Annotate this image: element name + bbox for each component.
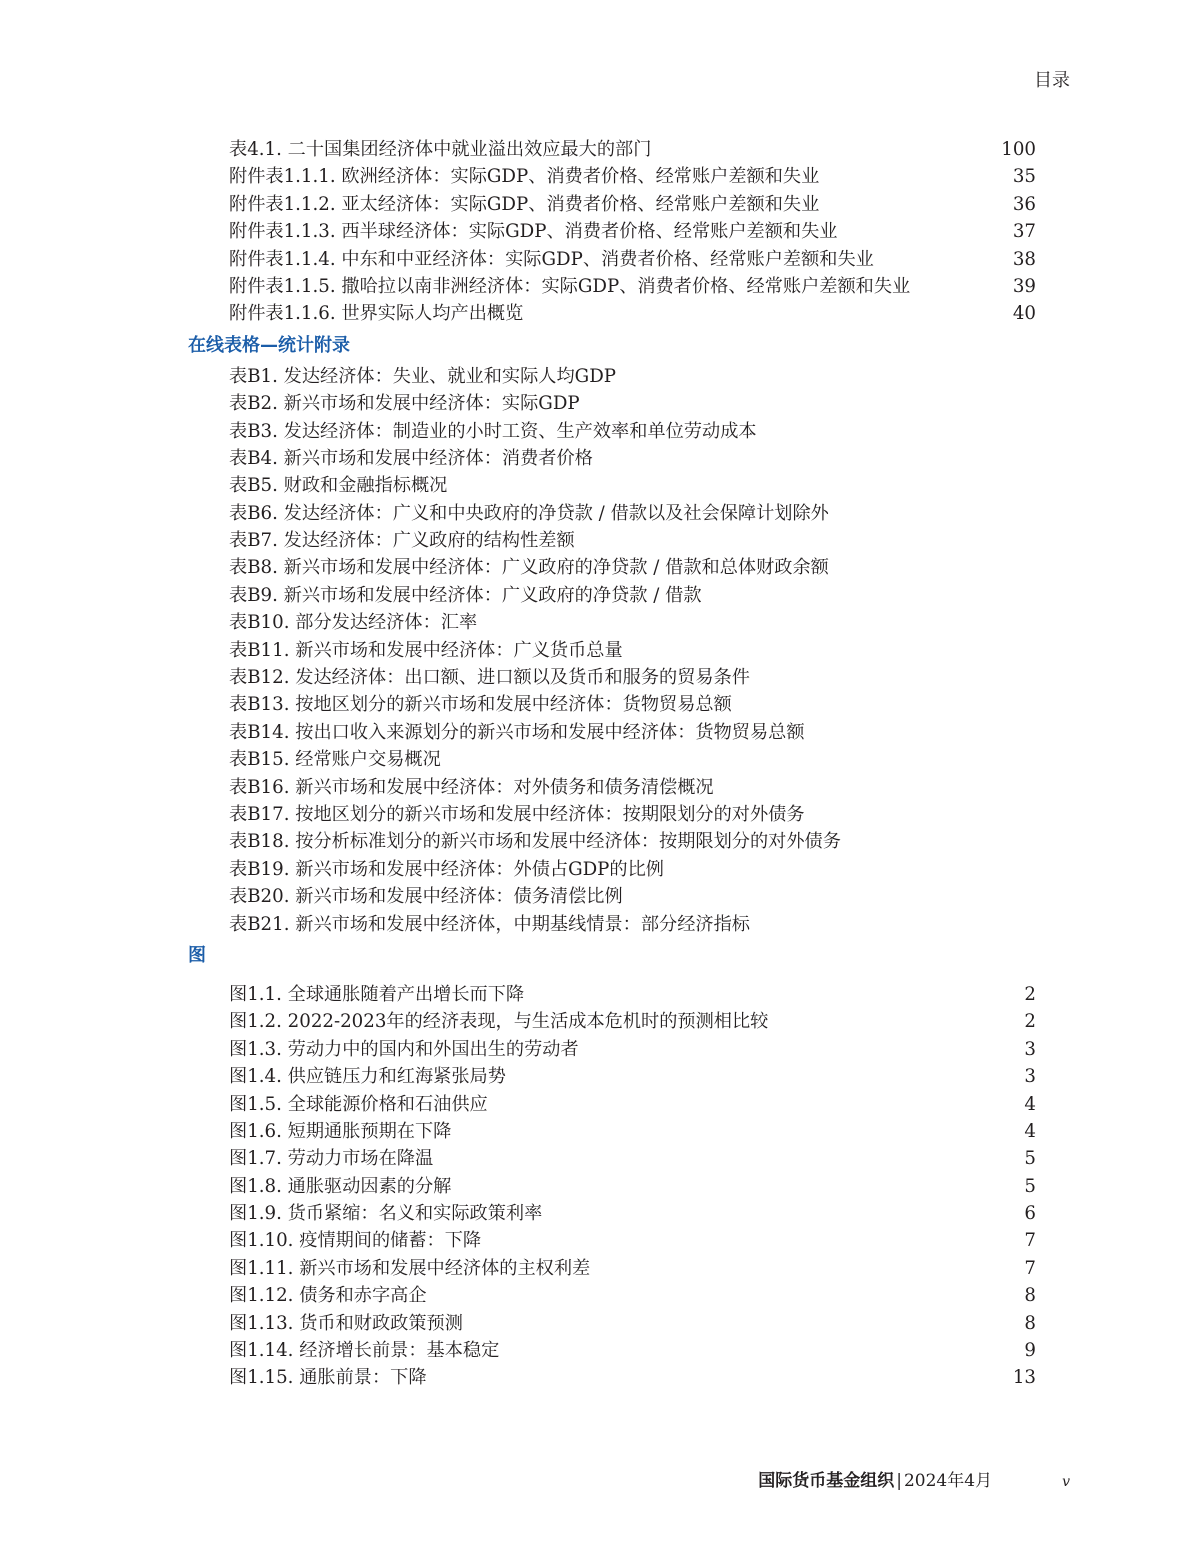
toc-entry[interactable]: [0, 1310, 1200, 1337]
toc-entry-label: 表4.1. 二十国集团经济体中就业溢出效应最大的部门: [229, 139, 652, 160]
toc-entry-label: 表B15. 经常账户交易概况: [229, 749, 441, 771]
toc-entry-page: 8: [1024, 1312, 1036, 1334]
toc-entry-label: 表B6. 发达经济体：广义和中央政府的净贷款 / 借款以及社会保障计划除外: [229, 502, 829, 524]
toc-entry-page: 9: [1024, 1340, 1036, 1362]
page-footer: [758, 1466, 1070, 1491]
toc-entry-page: 6: [1024, 1203, 1036, 1225]
toc-entry[interactable]: [0, 911, 1200, 938]
toc-entry-page: 3: [1024, 1066, 1036, 1088]
toc-entry-page: 2: [1024, 1011, 1036, 1033]
toc-entry-label: 表B13. 按地区划分的新兴市场和发展中经济体：货物贸易总额: [229, 694, 732, 716]
toc-entry-label: 表B14. 按出口收入来源划分的新兴市场和发展中经济体：货物贸易总额: [229, 721, 805, 743]
toc-entry-label: 图1.5. 全球能源价格和石油供应: [229, 1093, 488, 1115]
toc-entry-page: 40: [1012, 303, 1036, 325]
toc-entry-label: 表B1. 发达经济体：失业、就业和实际人均GDP: [229, 365, 617, 387]
toc-entry[interactable]: [0, 1227, 1200, 1254]
toc-entry-label: 表B10. 部分发达经济体：汇率: [229, 612, 478, 634]
toc-entry-label: 表B2. 新兴市场和发展中经济体：实际GDP: [229, 393, 580, 415]
toc-entry[interactable]: [0, 637, 1200, 664]
toc-entry-label: 附件表1.1.2. 亚太经济体：实际GDP、消费者价格、经常账户差额和失业: [229, 193, 820, 215]
toc-entry[interactable]: [0, 609, 1200, 636]
toc-entry[interactable]: [0, 527, 1200, 554]
toc-entry-label: 附件表1.1.1. 欧洲经济体：实际GDP、消费者价格、经常账户差额和失业: [229, 166, 820, 188]
toc-entry-label: 表B17. 按地区划分的新兴市场和发展中经济体：按期限划分的对外债务: [229, 803, 805, 825]
toc-entry-label: 图1.9. 货币紧缩：名义和实际政策利率: [229, 1203, 543, 1225]
toc-entry[interactable]: [0, 418, 1200, 445]
toc-entry-label: 图1.11. 新兴市场和发展中经济体的主权利差: [229, 1257, 591, 1279]
toc-entry-label: 表B20. 新兴市场和发展中经济体：债务清偿比例: [229, 886, 623, 908]
running-header: 目录: [1034, 70, 1070, 91]
toc-entry-label: 表B19. 新兴市场和发展中经济体：外债占GDP的比例: [229, 858, 664, 880]
toc-entry-label: 图1.1. 全球通胀随着产出增长而下降: [229, 983, 525, 1005]
toc-entry-page: 4: [1024, 1120, 1036, 1142]
toc-entry-label: 图1.6. 短期通胀预期在下降: [229, 1120, 452, 1142]
tables-continued-list: [0, 136, 1200, 328]
toc-entry-label: 图1.7. 劳动力市场在降温: [229, 1148, 434, 1170]
toc-entry-page: 3: [1024, 1038, 1036, 1060]
toc-entry-label: 表B21. 新兴市场和发展中经济体，中期基线情景：部分经济指标: [229, 913, 750, 935]
toc-entry[interactable]: [0, 472, 1200, 499]
toc-entry[interactable]: [0, 1337, 1200, 1364]
toc-entry-page: 35: [1012, 166, 1036, 188]
toc-entry[interactable]: [0, 774, 1200, 801]
figures-list: [0, 981, 1200, 1392]
toc-entry-label: 附件表1.1.5. 撒哈拉以南非洲经济体：实际GDP、消费者价格、经常账户差额和失业: [229, 275, 911, 297]
toc-entry-page: 36: [1012, 193, 1036, 215]
toc-entry[interactable]: [0, 719, 1200, 746]
toc-entry-label: 表B3. 发达经济体：制造业的小时工资、生产效率和单位劳动成本: [229, 420, 757, 442]
toc-entry[interactable]: [0, 883, 1200, 910]
page-number: v: [1062, 1474, 1070, 1490]
toc-entry-page: 37: [1012, 221, 1036, 243]
toc-entry[interactable]: [0, 856, 1200, 883]
toc-entry[interactable]: [0, 801, 1200, 828]
footer-organization: 国际货币基金组织: [758, 1471, 895, 1491]
online-tables-heading: 在线表格—统计附录: [188, 334, 350, 356]
toc-entry[interactable]: [0, 981, 1200, 1008]
toc-entry[interactable]: [0, 246, 1200, 273]
toc-entry[interactable]: [0, 691, 1200, 718]
toc-entry[interactable]: [0, 1063, 1200, 1090]
toc-entry-label: 图1.2. 2022-2023年的经济表现，与生活成本危机时的预测相比较: [229, 1011, 769, 1033]
toc-entry-label: 附件表1.1.4. 中东和中亚经济体：实际GDP、消费者价格、经常账户差额和失业: [229, 248, 874, 270]
toc-entry-page: 2: [1024, 983, 1036, 1005]
toc-entry-label: 表B11. 新兴市场和发展中经济体：广义货币总量: [229, 639, 623, 661]
toc-entry[interactable]: [0, 828, 1200, 855]
table-of-contents: [0, 136, 1200, 1392]
toc-entry-label: 图1.3. 劳动力中的国内和外国出生的劳动者: [229, 1038, 579, 1060]
toc-entry[interactable]: [0, 1145, 1200, 1172]
toc-entry-label: 表B16. 新兴市场和发展中经济体：对外债务和债务清偿概况: [229, 776, 714, 798]
toc-entry-label: 表B7. 发达经济体：广义政府的结构性差额: [229, 530, 575, 552]
toc-entry-page: 8: [1024, 1285, 1036, 1307]
toc-entry-page: 100: [1001, 139, 1036, 160]
toc-entry-page: 38: [1012, 248, 1036, 270]
section-spacer: [0, 973, 1200, 981]
toc-entry[interactable]: [0, 500, 1200, 527]
toc-entry-page: 7: [1024, 1257, 1036, 1279]
toc-entry-label: 图1.14. 经济增长前景：基本稳定: [229, 1340, 500, 1362]
toc-entry[interactable]: [0, 163, 1200, 190]
toc-entry[interactable]: [0, 1364, 1200, 1391]
toc-entry-page: 5: [1024, 1175, 1036, 1197]
toc-entry-label: 图1.8. 通胀驱动因素的分解: [229, 1175, 452, 1197]
toc-entry-label: 附件表1.1.6. 世界实际人均产出概览: [229, 303, 524, 325]
toc-entry[interactable]: [0, 1255, 1200, 1282]
toc-entry-label: 图1.13. 货币和财政政策预测: [229, 1312, 463, 1334]
toc-entry[interactable]: [0, 390, 1200, 417]
figures-heading: 图: [188, 944, 206, 966]
toc-entry-page: 5: [1024, 1148, 1036, 1170]
toc-entry[interactable]: [0, 746, 1200, 773]
toc-entry-label: 表B5. 财政和金融指标概况: [229, 475, 448, 497]
toc-entry-label: 表B9. 新兴市场和发展中经济体：广义政府的净贷款 / 借款: [229, 584, 702, 606]
toc-entry[interactable]: [0, 273, 1200, 300]
toc-entry[interactable]: [0, 300, 1200, 327]
toc-entry-label: 图1.4. 供应链压力和红海紧张局势: [229, 1066, 506, 1088]
toc-entry[interactable]: [0, 1091, 1200, 1118]
toc-entry[interactable]: [0, 1118, 1200, 1145]
online-tables-list: [0, 363, 1200, 938]
toc-entry-page: 13: [1012, 1367, 1036, 1389]
toc-entry[interactable]: [0, 582, 1200, 609]
toc-entry-label: 附件表1.1.3. 西半球经济体：实际GDP、消费者价格、经常账户差额和失业: [229, 221, 838, 243]
toc-entry-page: 7: [1024, 1230, 1036, 1252]
toc-entry[interactable]: [0, 363, 1200, 390]
footer-separator: |: [896, 1471, 902, 1491]
toc-entry-label: 表B18. 按分析标准划分的新兴市场和发展中经济体：按期限划分的对外债务: [229, 831, 841, 853]
toc-entry-label: 表B12. 发达经济体：出口额、进口额以及货币和服务的贸易条件: [229, 667, 750, 689]
toc-entry[interactable]: [0, 136, 1200, 163]
toc-entry[interactable]: [0, 191, 1200, 218]
toc-entry-label: 表B8. 新兴市场和发展中经济体：广义政府的净贷款 / 借款和总体财政余额: [229, 557, 829, 579]
toc-entry-label: 图1.10. 疫情期间的储蓄：下降: [229, 1230, 482, 1252]
toc-entry[interactable]: [0, 664, 1200, 691]
toc-entry[interactable]: [0, 1200, 1200, 1227]
toc-entry[interactable]: [0, 1173, 1200, 1200]
toc-entry-label: 图1.12. 债务和赤字高企: [229, 1285, 427, 1307]
toc-entry-page: 39: [1012, 275, 1036, 297]
toc-entry[interactable]: [0, 445, 1200, 472]
toc-entry-page: 4: [1024, 1093, 1036, 1115]
toc-entry[interactable]: [0, 218, 1200, 245]
toc-entry-label: 图1.15. 通胀前景：下降: [229, 1367, 427, 1389]
footer-date: 2024年4月: [903, 1471, 993, 1491]
toc-entry[interactable]: [0, 554, 1200, 581]
toc-entry[interactable]: [0, 1282, 1200, 1309]
toc-entry[interactable]: [0, 1008, 1200, 1035]
toc-entry-label: 表B4. 新兴市场和发展中经济体：消费者价格: [229, 447, 593, 469]
toc-entry[interactable]: [0, 1036, 1200, 1063]
